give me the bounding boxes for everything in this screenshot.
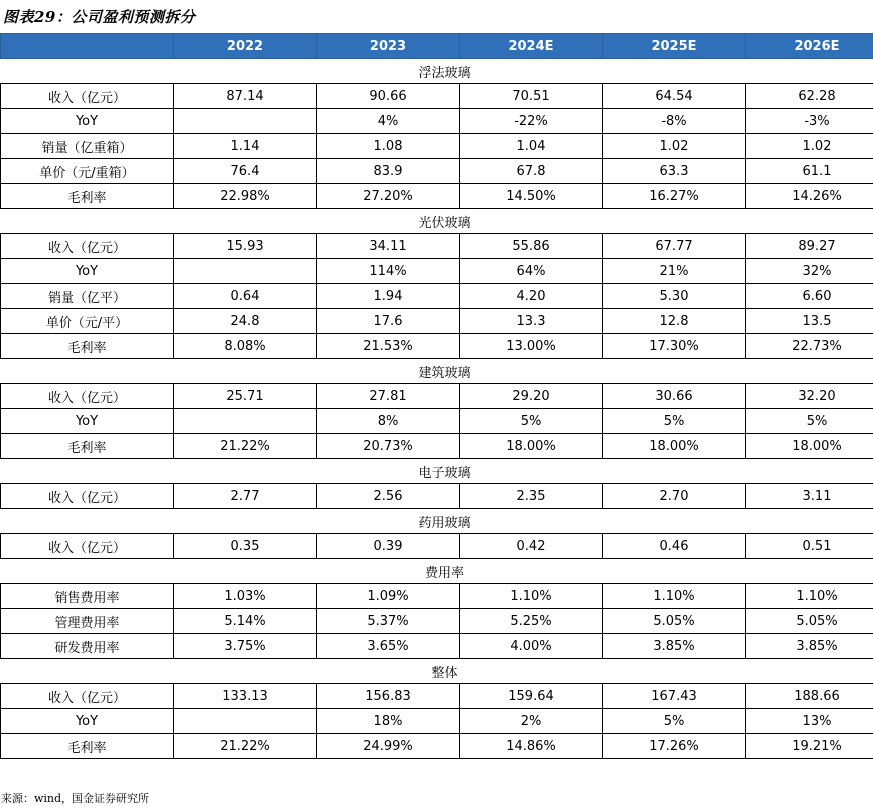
value-cell: 5.14% [174,609,317,634]
value-cell: 29.20 [460,384,603,409]
table-row [1,709,873,734]
table-body [1,59,873,759]
value-cell: 18% [317,709,460,734]
value-cell [174,409,317,434]
value-cell: 6.60 [746,284,873,309]
value-cell: 1.10% [460,584,603,609]
section-title: 费用率 [1,559,873,584]
value-cell: 8% [317,409,460,434]
section-title: 建筑玻璃 [1,359,873,384]
value-cell: 1.03% [174,584,317,609]
value-cell: 0.35 [174,534,317,559]
header-cell-2022: 2022 [174,34,317,59]
value-cell: 18.00% [460,434,603,459]
section-title: 药用玻璃 [1,509,873,534]
value-cell: 87.14 [174,84,317,109]
value-cell: 2.35 [460,484,603,509]
value-cell: 3.85% [746,634,873,659]
value-cell: 34.11 [317,234,460,259]
value-cell: 5.25% [460,609,603,634]
table-row [1,184,873,209]
header-cell-2024e: 2024E [460,34,603,59]
value-cell: 63.3 [603,159,746,184]
row-label: 收入（亿元） [1,84,174,109]
value-cell: 21.53% [317,334,460,359]
value-cell: 13.3 [460,309,603,334]
section-header-row [1,659,873,684]
value-cell: 4.20 [460,284,603,309]
value-cell: 16.27% [603,184,746,209]
value-cell: 67.77 [603,234,746,259]
table-row [1,134,873,159]
row-label: YoY [1,409,174,434]
row-label: 毛利率 [1,734,174,759]
value-cell: -8% [603,109,746,134]
value-cell: 27.20% [317,184,460,209]
value-cell: 1.02 [746,134,873,159]
value-cell: 64% [460,259,603,284]
table-row [1,534,873,559]
row-label: 收入（亿元） [1,484,174,509]
value-cell: 5.05% [746,609,873,634]
value-cell: 4.00% [460,634,603,659]
value-cell [174,109,317,134]
header-cell-2026e: 2026E [746,34,873,59]
table-row [1,234,873,259]
value-cell: 2.56 [317,484,460,509]
value-cell: 19.21% [746,734,873,759]
value-cell [174,709,317,734]
table-row [1,259,873,284]
value-cell: 20.73% [317,434,460,459]
value-cell: 5.30 [603,284,746,309]
value-cell: 1.10% [746,584,873,609]
value-cell: 5% [746,409,873,434]
row-label: 收入（亿元） [1,684,174,709]
value-cell: 21% [603,259,746,284]
value-cell: 61.1 [746,159,873,184]
value-cell: 0.46 [603,534,746,559]
figure-title: 图表29：公司盈利预测拆分 [3,8,196,26]
value-cell: 32.20 [746,384,873,409]
source-note: 来源：wind，国金证券研究所 [1,792,150,805]
value-cell: 133.13 [174,684,317,709]
row-label: 单价（元/重箱） [1,159,174,184]
header-row [1,34,873,59]
value-cell: 18.00% [603,434,746,459]
value-cell: 27.81 [317,384,460,409]
value-cell: 0.64 [174,284,317,309]
value-cell: 62.28 [746,84,873,109]
table-row [1,584,873,609]
value-cell: 21.22% [174,734,317,759]
value-cell: 21.22% [174,434,317,459]
value-cell: 159.64 [460,684,603,709]
value-cell: 0.39 [317,534,460,559]
section-header-row [1,559,873,584]
table-row [1,684,873,709]
value-cell: -22% [460,109,603,134]
table-row [1,734,873,759]
value-cell: 15.93 [174,234,317,259]
value-cell: 1.08 [317,134,460,159]
value-cell: 114% [317,259,460,284]
value-cell: 4% [317,109,460,134]
table-row [1,84,873,109]
row-label: 毛利率 [1,334,174,359]
header-cell-label [1,34,174,59]
table-row [1,334,873,359]
row-label: 收入（亿元） [1,534,174,559]
table-row [1,309,873,334]
value-cell: 5.37% [317,609,460,634]
row-label: 毛利率 [1,184,174,209]
value-cell: 76.4 [174,159,317,184]
value-cell: 3.75% [174,634,317,659]
value-cell: 2% [460,709,603,734]
value-cell: 0.42 [460,534,603,559]
value-cell: 2.70 [603,484,746,509]
row-label: 管理费用率 [1,609,174,634]
section-header-row [1,459,873,484]
value-cell: 14.50% [460,184,603,209]
section-header-row [1,509,873,534]
value-cell: 55.86 [460,234,603,259]
table-row [1,609,873,634]
row-label: YoY [1,709,174,734]
value-cell: 1.09% [317,584,460,609]
table-row [1,409,873,434]
section-title: 电子玻璃 [1,459,873,484]
table-row [1,159,873,184]
value-cell: 13.5 [746,309,873,334]
value-cell: 17.26% [603,734,746,759]
row-label: YoY [1,259,174,284]
value-cell: 8.08% [174,334,317,359]
value-cell: 5% [603,709,746,734]
value-cell: 17.6 [317,309,460,334]
row-label: 收入（亿元） [1,384,174,409]
value-cell: 14.26% [746,184,873,209]
row-label: 研发费用率 [1,634,174,659]
section-header-row [1,209,873,234]
value-cell: 1.94 [317,284,460,309]
value-cell [174,259,317,284]
value-cell: 5% [603,409,746,434]
section-title: 整体 [1,659,873,684]
value-cell: 13% [746,709,873,734]
section-title: 浮法玻璃 [1,59,873,84]
table-row [1,634,873,659]
value-cell: 3.65% [317,634,460,659]
table-row [1,109,873,134]
value-cell: 1.14 [174,134,317,159]
value-cell: 5% [460,409,603,434]
value-cell: 90.66 [317,84,460,109]
value-cell: 188.66 [746,684,873,709]
section-header-row [1,59,873,84]
value-cell: 24.8 [174,309,317,334]
value-cell: 1.04 [460,134,603,159]
value-cell: 25.71 [174,384,317,409]
header-cell-2023: 2023 [317,34,460,59]
value-cell: 5.05% [603,609,746,634]
earnings-forecast-table [0,33,873,759]
section-title: 光伏玻璃 [1,209,873,234]
row-label: YoY [1,109,174,134]
table-row [1,434,873,459]
row-label: 销量（亿重箱） [1,134,174,159]
value-cell: 1.10% [603,584,746,609]
value-cell: 2.77 [174,484,317,509]
value-cell: 24.99% [317,734,460,759]
value-cell: 22.98% [174,184,317,209]
value-cell: 64.54 [603,84,746,109]
value-cell: 156.83 [317,684,460,709]
value-cell: 14.86% [460,734,603,759]
row-label: 毛利率 [1,434,174,459]
row-label: 销量（亿平） [1,284,174,309]
value-cell: 22.73% [746,334,873,359]
section-header-row [1,359,873,384]
value-cell: 1.02 [603,134,746,159]
table-row [1,384,873,409]
row-label: 收入（亿元） [1,234,174,259]
value-cell: 70.51 [460,84,603,109]
row-label: 单价（元/平） [1,309,174,334]
table-row [1,284,873,309]
value-cell: 32% [746,259,873,284]
value-cell: 13.00% [460,334,603,359]
value-cell: 83.9 [317,159,460,184]
value-cell: 18.00% [746,434,873,459]
value-cell: 12.8 [603,309,746,334]
value-cell: 30.66 [603,384,746,409]
value-cell: 89.27 [746,234,873,259]
value-cell: 167.43 [603,684,746,709]
row-label: 销售费用率 [1,584,174,609]
value-cell: -3% [746,109,873,134]
value-cell: 3.11 [746,484,873,509]
value-cell: 17.30% [603,334,746,359]
value-cell: 0.51 [746,534,873,559]
value-cell: 3.85% [603,634,746,659]
value-cell: 67.8 [460,159,603,184]
table-row [1,484,873,509]
header-cell-2025e: 2025E [603,34,746,59]
